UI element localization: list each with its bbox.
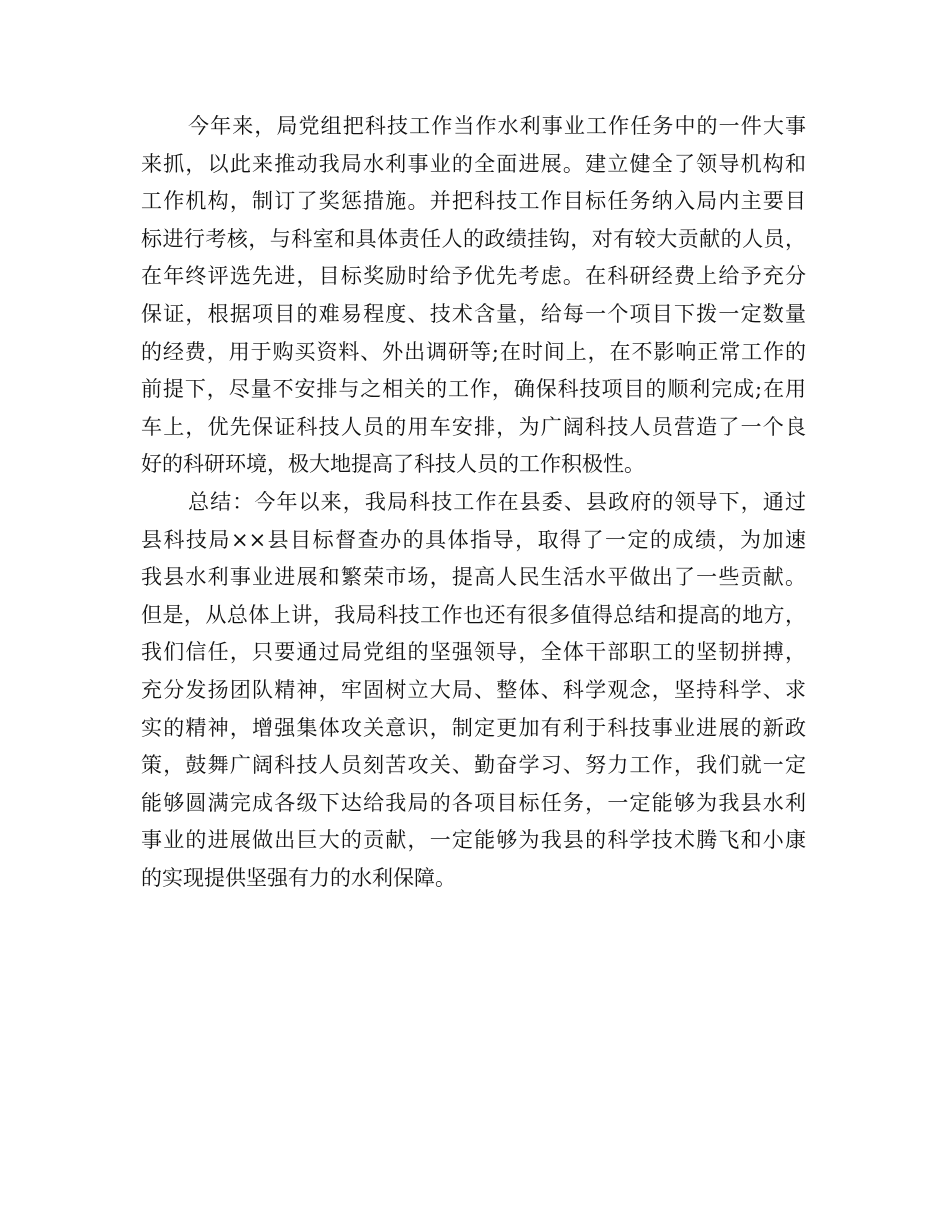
paragraph-line: 充分发扬团队精神，牢固树立大局、整体、科学观念，坚持科学、求	[141, 677, 806, 702]
paragraph-line: 好的科研环境，极大地提高了科技人员的工作积极性。	[141, 452, 645, 477]
paragraph-line: 的实现提供坚强有力的水利保障。	[141, 865, 456, 890]
paragraph-line: 实的精神，增强集体攻关意识，制定更加有利于科技事业进展的新政	[141, 715, 806, 740]
paragraph-line: 策，鼓舞广阔科技人员刻苦攻关、勤奋学习、努力工作，我们就一定	[141, 753, 806, 778]
document-body	[141, 108, 806, 897]
paragraph-line: 我县水利事业进展和繁荣市场，提高人民生活水平做出了一些贡献。	[141, 565, 806, 590]
paragraph-line: 来抓，以此来推动我局水利事业的全面进展。建立健全了领导机构和	[141, 151, 806, 176]
paragraph-line: 今年来，局党组把科技工作当作水利事业工作任务中的一件大事	[188, 114, 806, 138]
paragraph-line: 的经费，用于购买资料、外出调研等;在时间上，在不影响正常工作的	[141, 339, 806, 364]
paragraph-line: 但是，从总体上讲，我局科技工作也还有很多值得总结和提高的地方，	[141, 602, 806, 627]
paragraph-line: 前提下，尽量不安排与之相关的工作，确保科技项目的顺利完成;在用	[141, 377, 806, 402]
paragraph-line: 我们信任，只要通过局党组的坚强领导，全体干部职工的坚韧拼搏，	[141, 640, 806, 665]
paragraph-line: 工作机构，制订了奖惩措施。并把科技工作目标任务纳入局内主要目	[141, 189, 806, 214]
paragraph-line: 县科技局××县目标督查办的具体指导，取得了一定的成绩，为加速	[141, 527, 806, 552]
paragraph-line: 保证，根据项目的难易程度、技术含量，给每一个项目下拨一定数量	[141, 301, 806, 326]
paragraph-line: 能够圆满完成各级下达给我局的各项目标任务，一定能够为我县水利	[141, 790, 806, 815]
paragraph-1	[141, 108, 806, 484]
paragraph-line: 标进行考核，与科室和具体责任人的政绩挂钩，对有较大贡献的人员，	[141, 226, 806, 251]
paragraph-line: 事业的进展做出巨大的贡献，一定能够为我县的科学技术腾飞和小康	[141, 828, 806, 853]
paragraph-line: 车上，优先保证科技人员的用车安排，为广阔科技人员营造了一个良	[141, 414, 806, 439]
paragraph-line: 总结：今年以来，我局科技工作在县委、县政府的领导下，通过	[188, 489, 806, 514]
paragraph-line: 在年终评选先进，目标奖励时给予优先考虑。在科研经费上给予充分	[141, 264, 806, 289]
paragraph-2	[141, 484, 806, 898]
